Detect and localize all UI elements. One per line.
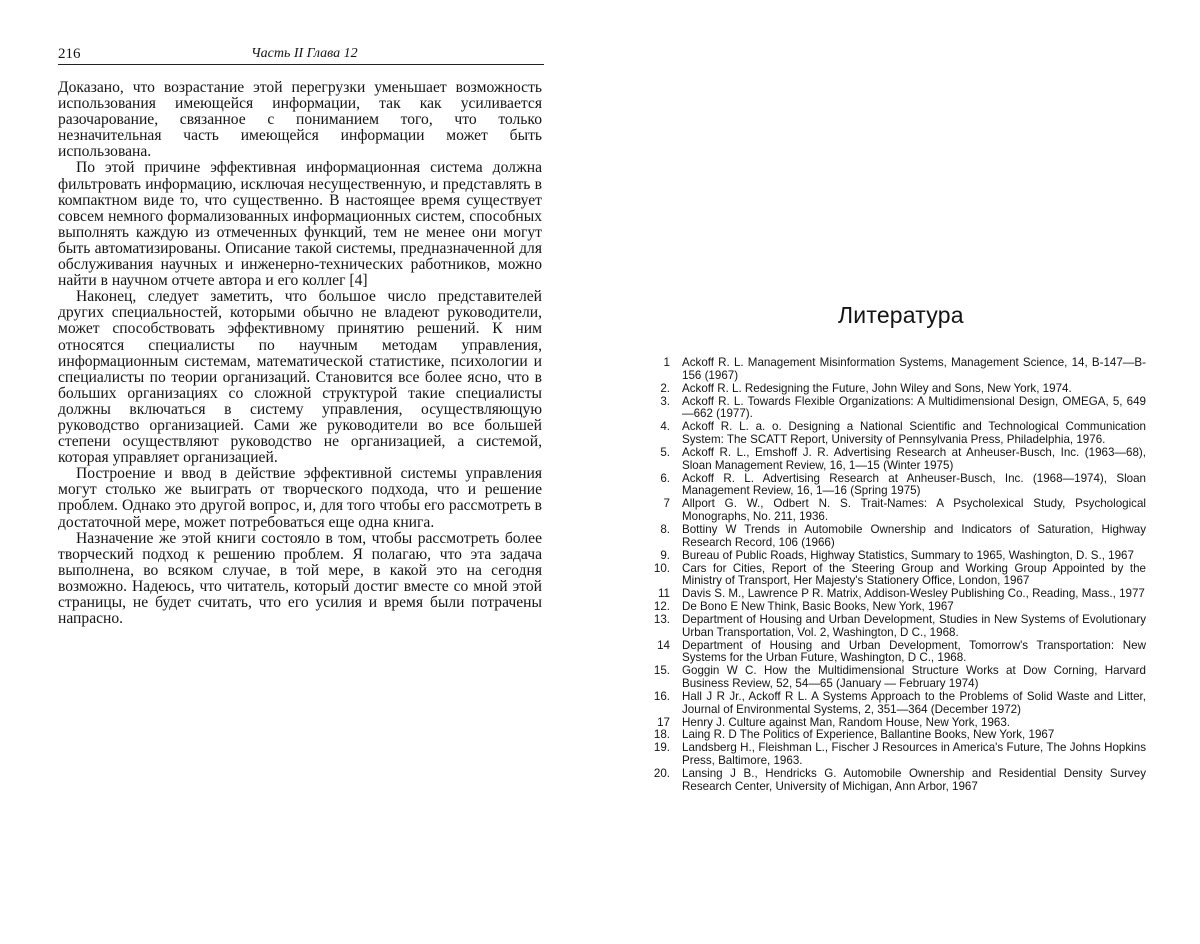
reference-text: Lansing J B., Hendricks G. Automobile Ownership and Residential Density Survey Research Center, University of Michigan, Ann Arbor, 1967 [682,767,1146,793]
reference-item [640,640,1146,666]
reference-number: 16. [653,689,670,703]
left-page [0,0,560,944]
reference-number: 3. [660,394,670,408]
reference-number: 6. [660,471,670,485]
reference-text: Laing R. D The Politics of Experience, Ballantine Books, New York, 1967 [682,728,1055,742]
reference-text: Department of Housing and Urban Development, Tomorrow's Transportation: New Systems for the Urban Future, Washington, D C., 1968. [682,638,1146,665]
reference-number: 7 [663,497,670,511]
reference-item [640,691,1146,717]
body-text [58,80,542,627]
reference-text: Allport G. W., Odbert N. S. Trait-Names: A Psycholexical Study, Psychological Monographs, No. 211, 1936. [682,497,1146,524]
reference-number: 17 [657,715,670,729]
reference-item [640,357,1146,383]
page-header [58,46,544,65]
reference-number: 2. [660,381,670,395]
reference-item [640,665,1146,691]
reference-text: Ackoff R. L. Management Misinformation Systems, Management Science, 14, B-147—B-156 (1967) [682,356,1146,382]
reference-text: Department of Housing and Urban Development, Studies in New Systems of Evolutionary Urban Transportation, Vol. 2, Washington, D C., 1968. [682,612,1146,639]
reference-number: 8. [660,522,670,536]
reference-item [640,742,1146,768]
right-page [600,0,1200,944]
reference-text: Bottiny W Trends in Automobile Ownership and Indicators of Saturation, Highway Research Record, 106 (1966) [682,522,1146,549]
reference-text: Ackoff R. L. Advertising Research at Anheuser-Busch, Inc. (1968—1974), Sloan Management Review, 16, 1—16 (Spring 1975) [682,471,1146,498]
page-number: 216 [58,46,81,62]
paragraph: Назначение же этой книги состояло в том, чтобы рассмотреть более творческий подход к решению проблем. Я полагаю, что эта задача выполнена, во всяком случае, в той мере, в какой это на сегодня возможно. Надеюсь, что читатель, который достиг вместе со мной этой страницы, не будет считать, что его усилия и время были потрачены напрасно. [58,529,542,628]
reference-item [640,473,1146,499]
reference-text: Landsberg H., Fleishman L., Fischer J Resources in America's Future, The Johns Hopkins Press, Baltimore, 1963. [682,741,1146,768]
reference-item [640,396,1146,422]
reference-text: Davis S. M., Lawrence P R. Matrix, Addison-Wesley Publishing Co., Reading, Mass., 1977 [682,587,1145,601]
reference-text: Henry J. Culture against Man, Random House, New York, 1963. [682,715,1011,729]
reference-text: Hall J R Jr., Ackoff R L. A Systems Approach to the Problems of Solid Waste and Litter, Journal of Environmental Systems, 2, 351—364 (December 1972) [682,689,1146,716]
reference-number: 4. [660,420,670,434]
reference-number: 15. [653,664,670,678]
reference-item [640,563,1146,589]
reference-number: 11 [657,587,670,601]
reference-text: Ackoff R. L., Emshoff J. R. Advertising Research at Anheuser-Busch, Inc. (1963—68), Sloan Management Review, 16, 1—15 (Winter 1975) [682,445,1146,472]
reference-text: Bureau of Public Roads, Highway Statistics, Summary to 1965, Washington, D. S., 1967 [682,548,1134,562]
paragraph: Доказано, что возрастание этой перегрузки уменьшает возможность использования имеющейся информации, так как усиливается разочарование, связанное с пониманием того, что только незначительная часть имеющейся информации может быть использована. [58,79,542,161]
reference-number: 19. [653,741,670,755]
reference-item [640,614,1146,640]
reference-number: 5. [660,445,670,459]
reference-text: Ackoff R. L. Redesigning the Future, John Wiley and Sons, New York, 1974. [682,381,1072,395]
paragraph: Наконец, следует заметить, что большое число представителей других специальностей, которыми обычно не владеют руководители, может способствовать эффективному принятию решений. К ним относятся специалисты по научным методам управления, информационным системам, математической статистике, психологии и специалисты по теории организаций. Становится все более ясно, что в больших организациях со сложной структурой такие специалисты должны включаться в систему управления, осуществляющую руководство организацией. Сами же руководители во все большей степени осуществляют руководство не организацией, а системой, которая управляет организацией. [58,288,542,467]
reference-item [640,524,1146,550]
reference-item [640,768,1146,794]
reference-number: 20. [653,767,670,780]
reference-text: Ackoff R. L. a. o. Designing a National Scientific and Technological Communication System: The SCATT Report, University of Pennsylvania Press, Philadelphia, 1976. [682,420,1146,447]
reference-item [640,421,1146,447]
reference-number: 14 [657,638,670,652]
running-head: Часть II Глава 12 [251,46,358,61]
reference-number: 1 [663,356,670,369]
reference-number: 13. [653,612,670,626]
reference-text: Ackoff R. L. Towards Flexible Organizations: A Multidimensional Design, OMEGA, 5, 649—662 (1977). [682,394,1146,421]
reference-number: 18. [653,728,670,742]
bibliography-title: Литература [838,302,964,328]
reference-text: Goggin W C. How the Multidimensional Structure Works at Dow Corning, Harvard Business Review, 52, 54—65 (January — February 1974) [682,664,1146,691]
reference-list [640,357,1146,794]
reference-number: 10. [653,561,670,575]
reference-number: 12. [653,600,670,614]
reference-item [640,498,1146,524]
paragraph: Построение и ввод в действие эффективной системы управления могут столько же выиграть от творческого подхода, что и решение проблем. Однако это другой вопрос, и, для того чтобы его рассмотреть в достаточной мере, может потребоваться еще одна книга. [58,465,542,531]
reference-text: De Bono E New Think, Basic Books, New York, 1967 [682,600,954,614]
reference-text: Cars for Cities, Report of the Steering Group and Working Group Appointed by the Ministry of Transport, Her Majesty's Stationery Office, London, 1967 [682,561,1146,588]
reference-number: 9. [660,548,670,562]
reference-item [640,447,1146,473]
paragraph: По этой причине эффективная информационная система должна фильтровать информацию, исключая несущественную, и представлять в компактном виде то, что существенно. В настоящее время существует совсем немного формализованных информационных систем, способных выполнять каждую из отмеченных функций, тем не менее они могут быть автоматизированы. Описание такой системы, предназначенной для обслуживания научных и инженерно-технических работников, можно найти в научном отчете автора и его коллег [4] [58,159,542,290]
